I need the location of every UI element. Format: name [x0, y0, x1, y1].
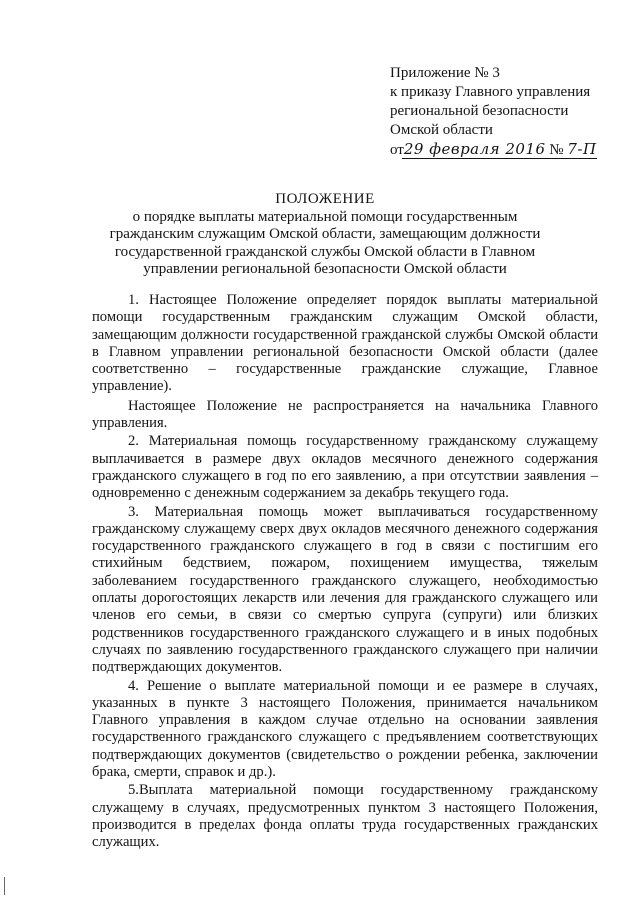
date-underline — [402, 158, 597, 159]
document-title-block — [95, 191, 555, 279]
appendix-region: Омской области — [390, 122, 493, 138]
document-body — [92, 292, 598, 853]
paragraph-5: 5.Выплата материальной помощи государственному гражданскому служащему в случаях, предусмотренных пунктом 3 настоящего Положения, производится в пределах фонда оплаты труда государственных гражданских служащих. — [92, 782, 598, 851]
appendix-department: региональной безопасности — [390, 103, 569, 119]
document-title: ПОЛОЖЕНИЕ — [275, 191, 375, 207]
number-prefix: № — [549, 142, 564, 158]
appendix-order-ref: к приказу Главного управления — [390, 84, 591, 100]
appendix-number: Приложение № 3 — [390, 65, 500, 81]
paragraph-1: 1. Настоящее Положение определяет порядок выплаты материальной помощи государственным гражданским служащим Омской области, замещающим должности государственной гражданской службы Омской области в Главном управлении региональной безопасности Омской области (далее соответственно – государственные гражданские служащие, Главное управление). — [92, 292, 598, 395]
handwritten-number: 7-П — [567, 140, 597, 158]
handwritten-date: 29 февраля 2016 — [403, 140, 546, 158]
paragraph-2: 2. Материальная помощь государственному гражданскому служащему выплачивается в размере двух окладов месячного денежного содержания гражданского служащего в год по его заявлению, а при отсутствии заявления – одновременно с денежным содержанием за декабрь текущего года. — [92, 433, 598, 502]
appendix-header — [390, 64, 630, 160]
paragraph-3: 3. Материальная помощь может выплачиваться государственному гражданскому служащему сверх двух окладов месячного денежного содержания государственного гражданского служащего в год в связи с постигшим его стихийным бедствием, пожаром, похищением имущества, тяжелым заболеванием государственного гражданского служащего, необходимостью оплаты дорогостоящих лекарств или лечения для гражданского служащего или членов его семьи, в связи со смертью супруга (супруги) или близких родственников государственного гражданского служащего и в иных подобных случаях по заявлению государственного гражданского служащего при наличии подтверждающих документов. — [92, 503, 598, 676]
date-prefix: от — [390, 142, 404, 158]
document-subtitle: о порядке выплаты материальной помощи государственным гражданским служащим Омской области, замещающим должности государственной гражданской службы Омской области в Главном управлении региональной безопасности Омской области — [109, 208, 541, 277]
scan-edge-mark — [4, 877, 5, 895]
paragraph-4: 4. Решение о выплате материальной помощи и ее размере в случаях, указанных в пункте 3 настоящего Положения, принимается начальником Главного управления в каждом случае отдельно на основании заявления государственного гражданского служащего с предъявлением соответствующих подтверждающих документов (свидетельство о рождении ребенка, заключении брака, смерти, справок и др.). — [92, 677, 598, 781]
appendix-date-line — [390, 140, 630, 160]
paragraph-1-note: Настоящее Положение не распространяется на начальника Главного управления. — [92, 397, 598, 432]
